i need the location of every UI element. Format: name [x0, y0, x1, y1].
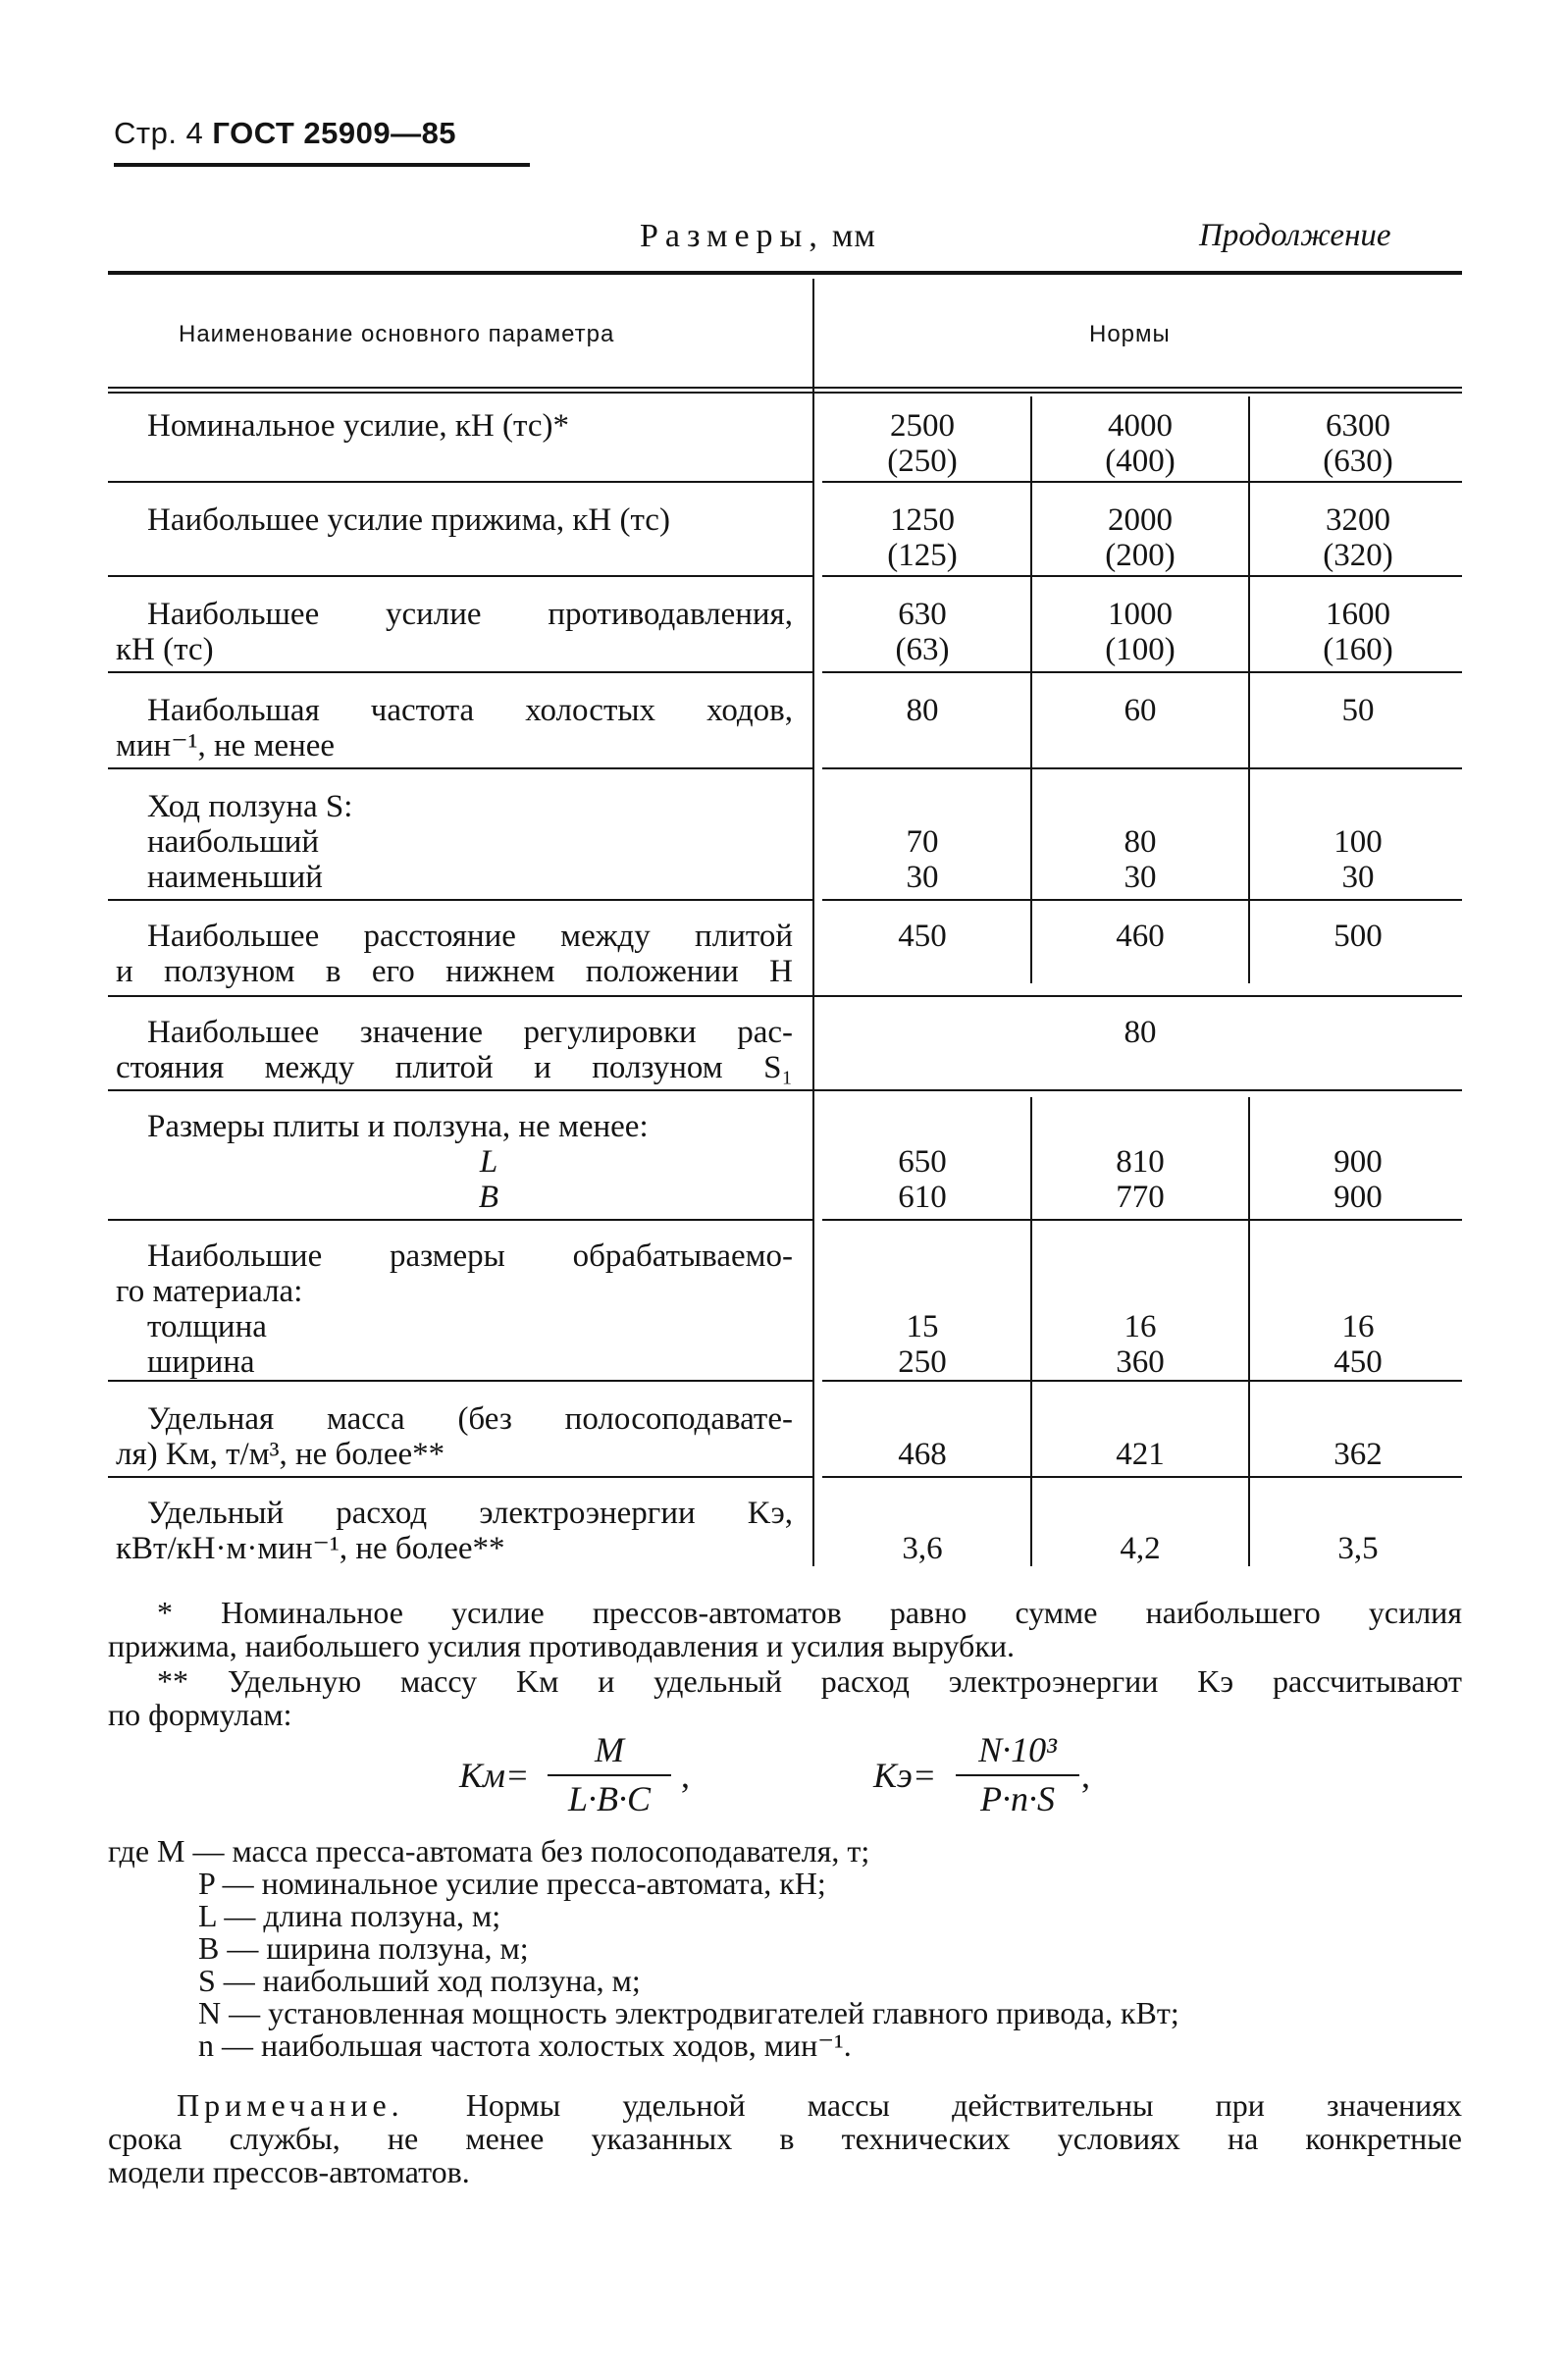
legend-item: S — наибольший ход ползуна, м;	[198, 1963, 641, 1998]
table-cell-value: 80 30	[1124, 824, 1157, 895]
table-row-param: Наибольшее значение регулировки рас- стояния между плитой и ползуном S₁	[116, 1015, 793, 1085]
table-row-param: Наибольшие размеры обрабатываемо- го материала: толщина ширина	[116, 1238, 793, 1380]
row-divider	[108, 1380, 812, 1382]
row-divider	[822, 671, 1462, 673]
table-caption: Размеры, мм	[640, 218, 876, 254]
table-cell-value: 362	[1333, 1437, 1383, 1472]
footnote-2: ** Удельную массу Kм и удельный расход электроэнергии Kэ рассчитывают по формулам:	[108, 1663, 1462, 1732]
table-row-param: Ход ползуна S: наибольший наименьший	[147, 789, 353, 895]
table-cell-value: 2500 (250)	[887, 408, 958, 479]
header-bottom-rule-2	[108, 392, 1462, 394]
table-cell-value: 3,5	[1337, 1531, 1379, 1566]
row-divider	[108, 1219, 812, 1221]
fraction-bar	[548, 1774, 671, 1776]
table-cell-value: 60	[1124, 693, 1157, 728]
row-divider	[822, 899, 1462, 901]
row-divider	[108, 1089, 1462, 1091]
table-row-param: Наибольшее усилие прижима, кН (тс)	[147, 502, 670, 538]
page-number: Стр. 4	[114, 116, 204, 150]
table-row-param: Удельный расход электроэнергии Kэ, кВт/кН·м·мин⁻¹, не более**	[116, 1496, 793, 1566]
table-row-param: Наибольшее расстояние между плитой и ползуном в его нижнем положении H	[116, 919, 793, 989]
table-row-param: Размеры плиты и ползуна, не менее: L B	[147, 1109, 649, 1215]
fraction-bar	[956, 1774, 1079, 1776]
page-header	[114, 116, 456, 151]
row-divider	[108, 575, 812, 577]
legend-item: B — ширина ползуна, м;	[198, 1930, 529, 1966]
table-row-param: Наибольшая частота холостых ходов, мин⁻¹, не менее	[116, 693, 793, 763]
table-row-param: Номинальное усилие, кН (тс)*	[147, 408, 569, 444]
column-divider-3a	[1248, 396, 1250, 983]
row-divider	[108, 899, 812, 901]
table-cell-value: 810 770	[1116, 1144, 1165, 1215]
table-cell-value: 1000 (100)	[1105, 597, 1176, 667]
table-cell-value: 100 30	[1333, 824, 1383, 895]
legend-item: L — длина ползуна, м;	[198, 1898, 501, 1933]
table-cell-value: 50	[1341, 693, 1375, 728]
legend-item: где M — масса пресса-автомата без полосоподавателя, т;	[108, 1833, 870, 1869]
footnote-1: * Номинальное усилие прессов-автоматов равно сумме наибольшего усилия прижима, наибольшего усилия противодавления и усилия вырубки.	[108, 1595, 1462, 1663]
table-cell-value: 650 610	[898, 1144, 947, 1215]
column-header-parameter: Наименование основного параметра	[179, 321, 615, 347]
legend-item: P — номинальное усилие пресса-автомата, кН;	[198, 1866, 826, 1901]
table-cell-value: 4,2	[1120, 1531, 1161, 1566]
table-cell-value: 80	[906, 693, 939, 728]
table-cell-value: 16 360	[1116, 1309, 1165, 1380]
column-divider-2b	[1030, 1097, 1032, 1566]
table-cell-value: 1250 (125)	[887, 502, 958, 573]
column-header-norms: Нормы	[1089, 321, 1171, 347]
column-divider-2a	[1030, 396, 1032, 983]
unit-label: мм	[831, 218, 876, 254]
table-cell-value: 16 450	[1333, 1309, 1383, 1380]
legend-item: n — наибольшая частота холостых ходов, мин⁻¹.	[198, 2027, 852, 2063]
legend-item: N — установленная мощность электродвигателей главного привода, кВт;	[198, 1995, 1179, 2030]
row-divider	[108, 767, 812, 769]
header-bottom-rule	[108, 387, 1462, 389]
table-cell-value: 468	[898, 1437, 947, 1472]
column-divider-3b	[1248, 1097, 1250, 1566]
row-divider	[822, 1476, 1462, 1478]
table-cell-value: 2000 (200)	[1105, 502, 1176, 573]
row-divider	[108, 481, 812, 483]
note: Примечание. Нормы удельной массы действительны при значениях срока службы, не менее указанных в технических условиях на конкретные модели прессов-автоматов.	[108, 2087, 1463, 2189]
row-divider	[822, 1380, 1462, 1382]
standard-id: ГОСТ 25909—85	[212, 116, 457, 150]
table-row-param: Наибольшее усилие противодавления, кН (тс)	[116, 597, 793, 667]
row-divider	[822, 767, 1462, 769]
note-label: Примечание.	[177, 2087, 404, 2123]
formula-ke: Kэ= N·10³ P·n·S ,	[873, 1730, 1090, 1818]
table-cell-value: 80	[1124, 1015, 1157, 1050]
row-divider	[822, 481, 1462, 483]
table-cell-value: 70 30	[906, 824, 939, 895]
table-cell-value: 450	[898, 919, 947, 954]
table-cell-value: 421	[1116, 1437, 1165, 1472]
table-row-param: Удельная масса (без полосоподавате- ля) Kм, т/м³, не более**	[116, 1401, 793, 1472]
row-divider	[822, 1219, 1462, 1221]
column-divider-main	[812, 279, 814, 1566]
row-divider	[108, 671, 812, 673]
row-divider	[108, 1476, 812, 1478]
table-cell-value: 3200 (320)	[1323, 502, 1393, 573]
continuation-label: Продолжение	[1199, 218, 1391, 253]
table-cell-value: 460	[1116, 919, 1165, 954]
table-cell-value: 630 (63)	[895, 597, 950, 667]
header-rule	[114, 163, 530, 167]
table-cell-value: 6300 (630)	[1323, 408, 1393, 479]
table-cell-value: 500	[1333, 919, 1383, 954]
table-cell-value: 900 900	[1333, 1144, 1383, 1215]
table-cell-value: 3,6	[902, 1531, 943, 1566]
table-top-rule	[108, 271, 1462, 275]
row-divider	[822, 575, 1462, 577]
row-divider	[108, 995, 1462, 997]
table-cell-value: 15 250	[898, 1309, 947, 1380]
table-cell-value: 4000 (400)	[1105, 408, 1176, 479]
symbol-legend	[108, 1835, 1179, 2062]
formula-km: Kм= M L·B·C ,	[459, 1730, 690, 1818]
table-cell-value: 1600 (160)	[1323, 597, 1393, 667]
